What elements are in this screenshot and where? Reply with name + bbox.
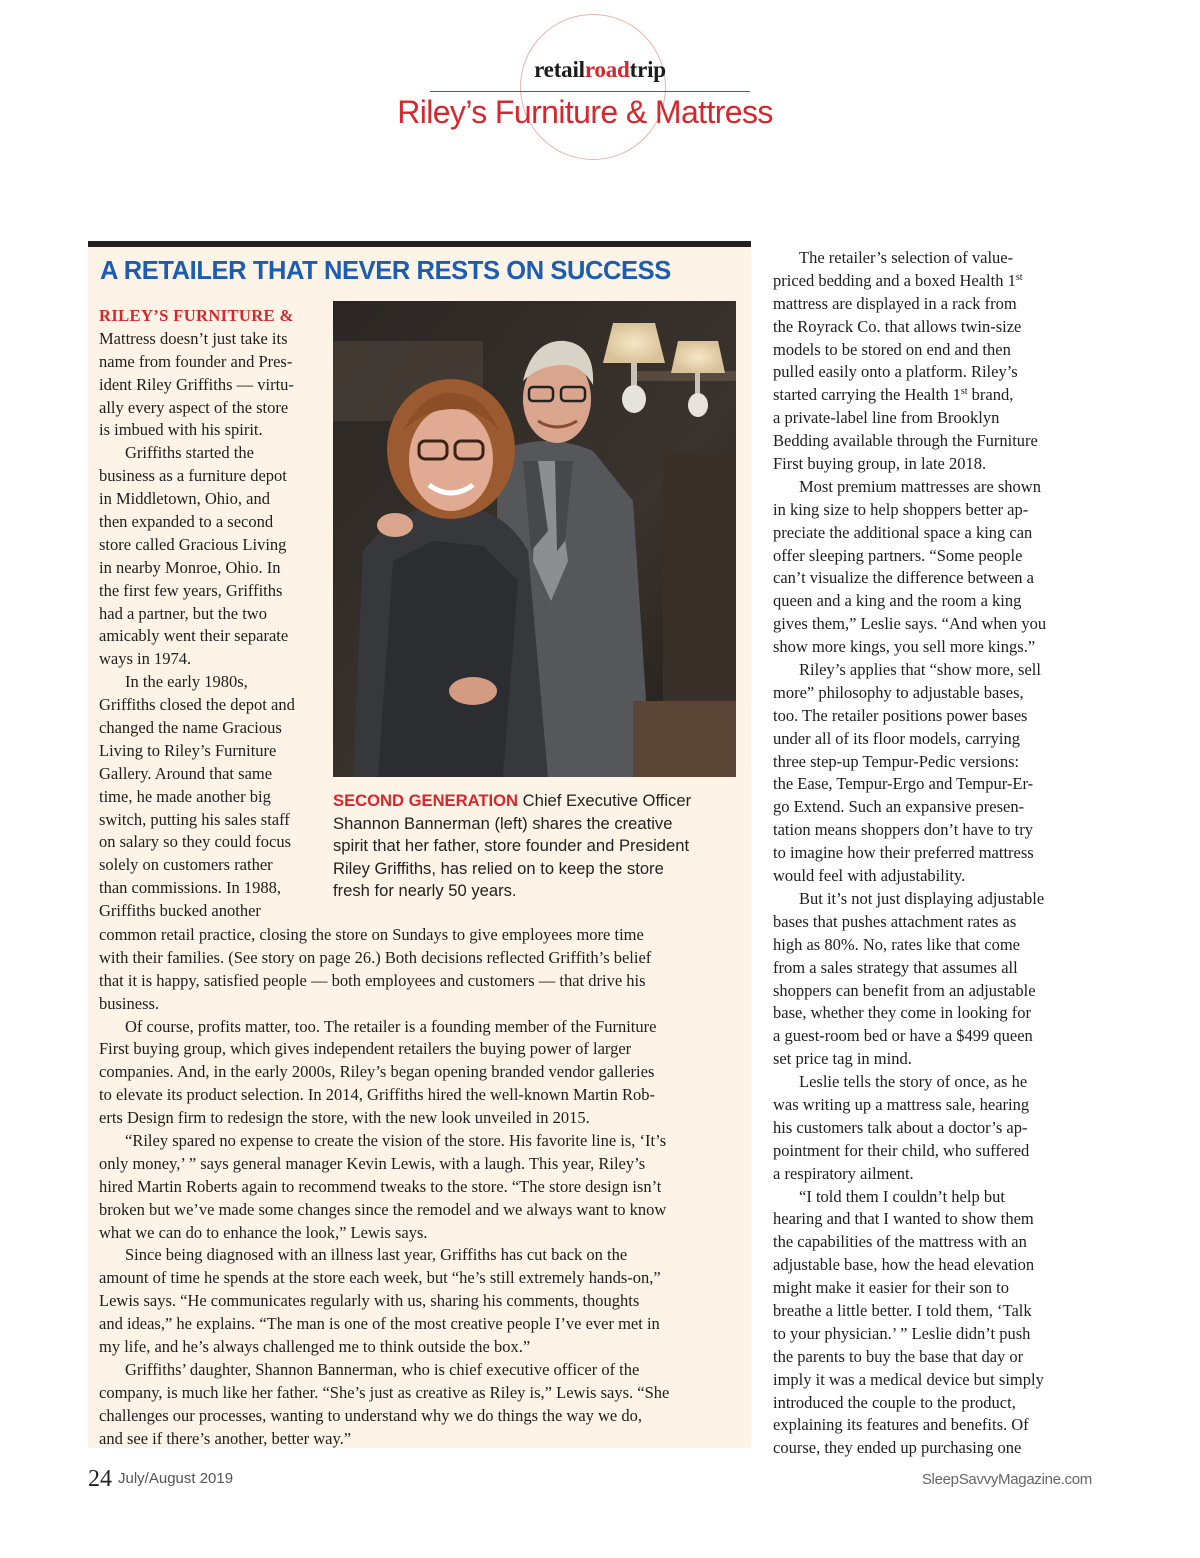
header-circle-ornament [520, 14, 666, 160]
sidebar-narrow-line: ways in 1974. [99, 649, 192, 669]
body-line: would feel with adjustability. [773, 866, 966, 886]
sidebar-wide-line: to elevate its product selection. In 2014, Griffiths hired the well-known Martin Rob- [99, 1085, 655, 1105]
sidebar-narrow-line: is imbued with his spirit. [99, 420, 263, 440]
body-line: But it’s not just displaying adjustable [799, 888, 1045, 908]
article-title: Riley’s Furniture & Mattress [397, 94, 773, 130]
body-line: course, they ended up purchasing one [773, 1438, 1022, 1458]
body-line: three step-up Tempur-Pedic versions: [773, 751, 1020, 771]
issue-date: July/August 2019 [118, 1470, 234, 1487]
body-line: a private-label line from Brooklyn [773, 408, 1000, 428]
body-line: gives them,” Leslie says. “And when you [773, 614, 1047, 634]
body-line: his customers talk about a doctor’s ap- [773, 1117, 1028, 1137]
sidebar-narrow-line: Griffiths started the [125, 443, 254, 463]
sidebar-narrow-line: in Middletown, Ohio, and [99, 489, 270, 509]
sidebar-narrow-line: on salary so they could focus [99, 832, 291, 852]
header-rule [430, 91, 750, 92]
body-line: imply it was a medical device but simply [773, 1369, 1044, 1389]
sidebar-wide-line: broken but we’ve made some changes since the remodel and we always want to know [99, 1199, 667, 1219]
sidebar-narrow-line: Mattress doesn’t just take its [99, 328, 288, 348]
body-line: hearing and that I wanted to show them [773, 1209, 1034, 1229]
sidebar-narrow-line: time, he made another big [99, 786, 271, 806]
caption-line-3: spirit that her father, store founder and President [333, 836, 690, 855]
sidebar-narrow-line: ident Riley Griffiths — virtu- [99, 374, 294, 394]
body-line: Riley’s applies that “show more, sell [799, 660, 1041, 680]
body-line: show more kings, you sell more kings.” [773, 637, 1036, 657]
folio [88, 1466, 233, 1493]
sidebar-narrow-lines [99, 328, 329, 923]
sidebar-wide-line: and see if there’s another, better way.” [99, 1428, 352, 1448]
sidebar-narrow-line: the first few years, Griffiths [99, 580, 283, 600]
sidebar-lead-cap: RILEY’S FURNITURE & [99, 306, 294, 325]
caption-line-4: Riley Griffiths, has relied on to keep the store [333, 858, 664, 878]
body-line: pulled easily onto a platform. Riley’s [773, 362, 1018, 382]
sidebar-narrow-line: changed the name Gracious [99, 718, 282, 738]
body-line: mattress are displayed in a rack from [773, 293, 1017, 313]
body-line: under all of its floor models, carrying [773, 728, 1020, 748]
sidebar-wide-line: only money,’ ” says general manager Kevin Lewis, with a laugh. This year, Riley’s [99, 1153, 646, 1173]
sidebar-narrow-line: in nearby Monroe, Ohio. In [99, 557, 281, 577]
sidebar-narrow-line: ally every aspect of the store [99, 397, 289, 417]
body-line: to imagine how their preferred mattress [773, 843, 1034, 863]
sidebar-narrow-line: amicably went their separate [99, 626, 289, 646]
sidebar-wide-line: Griffiths’ daughter, Shannon Bannerman, who is chief executive officer of the [125, 1359, 640, 1379]
sidebar-narrow-line: In the early 1980s, [125, 672, 248, 692]
sidebar-wide-line: and ideas,” he explains. “The man is one of the most creative people I’ve ever met in [99, 1314, 660, 1334]
page-number: 24 [88, 1466, 112, 1492]
body-line: a guest-room bed or have a $499 queen [773, 1026, 1033, 1046]
sidebar-narrow-line: Griffiths bucked another [99, 901, 261, 921]
body-line: high as 80%. No, rates like that come [773, 934, 1020, 954]
sidebar-box [88, 241, 751, 1448]
body-line: preciate the additional space a king can [773, 522, 1033, 542]
body-line: too. The retailer positions power bases [773, 705, 1028, 725]
sidebar-wide-line: what we can do to enhance the look,” Lewis says. [99, 1222, 428, 1242]
body-line: base, whether they come in looking for [773, 1003, 1031, 1023]
sidebar-narrow-line: Living to Riley’s Furniture [99, 740, 277, 760]
body-line: bases that pushes attachment rates as [773, 911, 1017, 931]
sidebar-narrow-line: switch, putting his sales staff [99, 809, 290, 829]
magazine-site: SleepSavvyMagazine.com [921, 1471, 1092, 1488]
body-line: adjustable base, how the head elevation [773, 1255, 1035, 1275]
body-line: to your physician.’ ” Leslie didn’t push [773, 1323, 1031, 1343]
body-line: a respiratory ailment. [773, 1163, 914, 1183]
sidebar-wide-line: Since being diagnosed with an illness last year, Griffiths has cut back on the [125, 1245, 628, 1265]
body-line: breathe a little better. I told them, ‘Talk [773, 1300, 1032, 1320]
body-line: the Royrack Co. that allows twin-size [773, 316, 1022, 336]
sidebar-wide-line: with their families. (See story on page 26.) Both decisions reflected Griffith’s belief [99, 947, 652, 967]
body-line: introduced the couple to the product, [773, 1392, 1016, 1412]
sidebar-wide-line: challenges our processes, wanting to understand why we do things the way we do, [99, 1405, 643, 1425]
body-line: offer sleeping partners. “Some people [773, 545, 1023, 565]
body-line: can’t visualize the difference between a [773, 568, 1034, 588]
sidebar-wide-line: companies. And, in the early 2000s, Riley’s began opening branded vendor galleries [99, 1062, 655, 1082]
sidebar-wide-line: First buying group, which gives independent retailers the buying power of larger [99, 1039, 632, 1059]
sidebar-wide-line: Of course, profits matter, too. The retailer is a founding member of the Furniture [125, 1016, 657, 1036]
sidebar-wide-line: “Riley spared no expense to create the vision of the store. His favorite line is, ‘It’s [125, 1131, 667, 1151]
body-line: “I told them I couldn’t help but [799, 1186, 1005, 1206]
body-line: queen and a king and the room a king [773, 591, 1022, 611]
sidebar-wide-line: my life, and he’s always challenged me to think outside the box.” [99, 1337, 531, 1357]
sidebar-wide-line: Lewis says. “He communicates regularly with us, sharing his comments, thoughts [99, 1291, 640, 1311]
caption-line-2: Shannon Bannerman (left) shares the creative [333, 813, 673, 833]
sidebar-wide-line: hired Martin Roberts again to recommend tweaks to the store. “The store design isn’t [99, 1176, 662, 1196]
portrait-photo [333, 301, 736, 777]
body-line: the Ease, Tempur-Ergo and Tempur-Er- [773, 774, 1034, 794]
caption-line-1: SECOND GENERATION Chief Executive Officer [333, 791, 692, 810]
section-kicker [0, 57, 1200, 83]
body-line: set price tag in mind. [773, 1049, 912, 1069]
body-line: in king size to help shoppers better ap- [773, 499, 1029, 519]
body-line: more” philosophy to adjustable bases, [773, 682, 1024, 702]
sidebar-wide-line: company, is much like her father. “She’s just as creative as Riley is,” Lewis says. “She [99, 1382, 670, 1402]
body-line: explaining its features and benefits. Of [773, 1415, 1029, 1435]
sidebar-wide-line: erts Design firm to redesign the store, with the new look unveiled in 2015. [99, 1108, 590, 1128]
sidebar-narrow-line: Gallery. Around that same [99, 763, 273, 783]
sidebar-headline: A RETAILER THAT NEVER RESTS ON SUCCESS [100, 257, 671, 285]
sidebar-narrow-line: than commissions. In 1988, [99, 878, 281, 898]
kicker-retail: retail [534, 57, 585, 82]
body-line: Bedding available through the Furniture [773, 431, 1038, 451]
sidebar-narrow-line: had a partner, but the two [99, 603, 267, 623]
body-line: from a sales strategy that assumes all [773, 957, 1018, 977]
portrait-illustration [333, 301, 736, 777]
sidebar-narrow-line: then expanded to a second [99, 512, 274, 532]
body-line: started carrying the Health 1st brand, [773, 385, 1014, 405]
caption-lead: SECOND GENERATION [333, 791, 519, 810]
sidebar-wide-line: amount of time he spends at the store each week, but “he’s still extremely hands-on,” [99, 1268, 661, 1288]
body-line: The retailer’s selection of value- [799, 248, 1014, 267]
body-line: tation means shoppers don’t have to try [773, 820, 1033, 840]
body-line: the parents to buy the base that day or [773, 1346, 1024, 1366]
body-line: the capabilities of the mattress with an [773, 1232, 1027, 1252]
sidebar-narrow-line: Griffiths closed the depot and [99, 695, 295, 715]
body-line: Leslie tells the story of once, as he [799, 1072, 1028, 1092]
body-line: First buying group, in late 2018. [773, 454, 987, 474]
sidebar-wide-line: business. [99, 993, 160, 1013]
main-body-column [773, 247, 1103, 1460]
sidebar-narrow-line: business as a furniture depot [99, 466, 287, 486]
photo-caption [333, 790, 743, 903]
body-line: priced bedding and a boxed Health 1st [773, 270, 1023, 290]
body-line: Most premium mattresses are shown [799, 476, 1041, 496]
body-line: models to be stored on end and then [773, 339, 1011, 359]
body-line: was writing up a mattress sale, hearing [773, 1094, 1030, 1114]
sidebar-wide-line: that it is happy, satisfied people — both employees and customers — that drive his [99, 970, 646, 990]
sidebar-wide-line: common retail practice, closing the store on Sundays to give employees more time [99, 925, 644, 944]
sidebar-narrow-line: name from founder and Pres- [99, 351, 293, 371]
caption-line-5: fresh for nearly 50 years. [333, 881, 517, 900]
body-line: pointment for their child, who suffered [773, 1140, 1030, 1160]
sidebar-wide-column [99, 924, 749, 1450]
sidebar-narrow-line: solely on customers rather [99, 855, 273, 875]
body-line: go Extend. Such an expansive presen- [773, 797, 1025, 817]
kicker-road: road [584, 57, 630, 82]
body-line: might make it easier for their son to [773, 1278, 1009, 1298]
body-line: shoppers can benefit from an adjustable [773, 980, 1036, 1000]
sidebar-narrow-column [99, 305, 329, 923]
sidebar-narrow-line: store called Gracious Living [99, 534, 287, 554]
kicker-trip: trip [629, 57, 666, 82]
